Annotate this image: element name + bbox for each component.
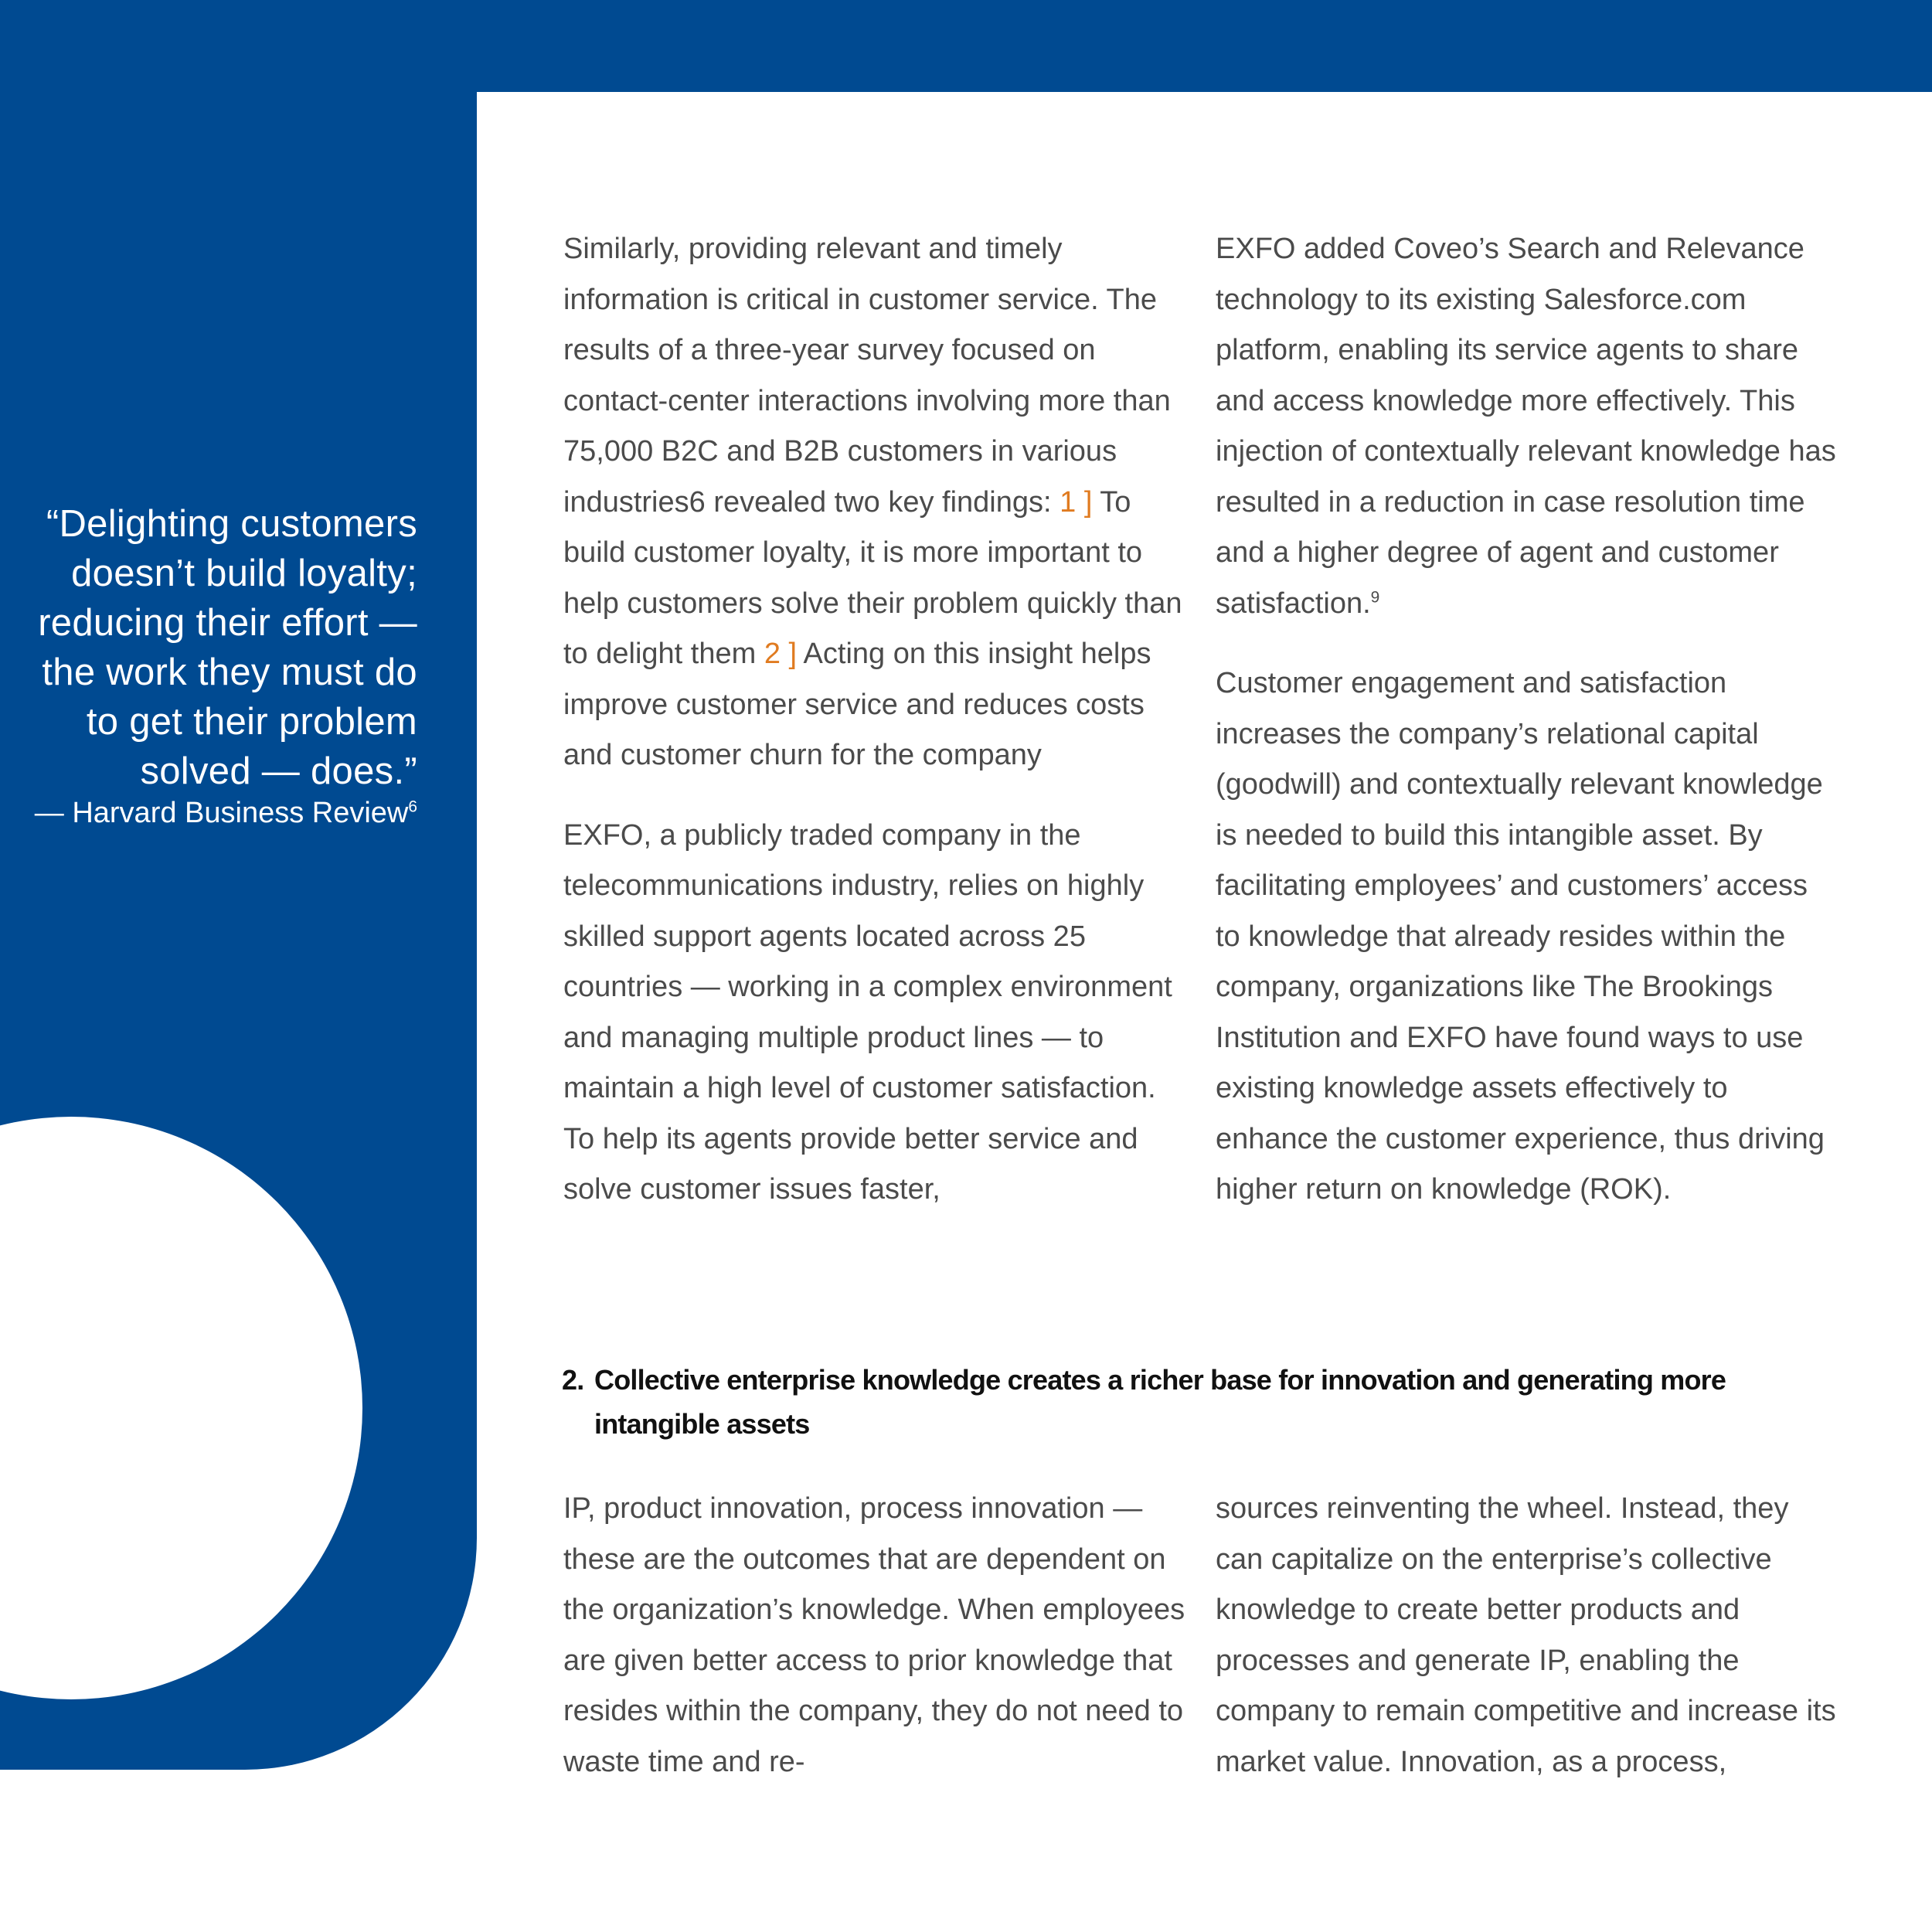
pull-quote-text: “Delighting customers doesn’t build loyalty; reducing their effort — the work they must do to get their problem solved — does.”	[38, 503, 417, 792]
paragraph: IP, product innovation, process innovation — these are the outcomes that are dependent on the organization’s knowledge. When employees are given better access to prior knowledge that resides within the company, they do not need to waste time and re-	[563, 1492, 1185, 1778]
paragraph: EXFO, a publicly traded company in the telecommunications industry, relies on highly skilled support agents located across 25 countries — working in a complex environment and managing multiple product lines — to maintain a high level of customer satisfaction. To help its agents provide better service and solve customer issues faster,	[563, 818, 1172, 1206]
pull-quote-source-name: — Harvard Business Review	[34, 797, 409, 829]
section2-column-left	[563, 1484, 1189, 1787]
paragraph: sources reinventing the wheel. Instead, they can capitalize on the enterprise’s collective knowledge to create better products and processes and generate IP, enabling the company to remain competitive and increase its market value. Innovation, as a process,	[1216, 1492, 1836, 1778]
paragraph	[1216, 224, 1838, 629]
paragraph	[563, 224, 1189, 781]
section-heading	[562, 1358, 1845, 1446]
text-run: Acting on this insight helps improve customer service and reduces costs and customer churn for the company	[563, 638, 1151, 771]
body-column-left	[563, 224, 1189, 1216]
pull-quote-source	[15, 794, 417, 832]
pull-quote	[15, 499, 417, 832]
paragraph: Customer engagement and satisfaction increases the company’s relational capital (goodwill) and contextually relevant knowledge is needed to build this intangible asset. By facilitating employees’ and customers’ access to knowledge that already resides within the company, organizations like The Brookings Institution and EXFO have found ways to use existing knowledge assets effectively to enhance the customer experience, thus driving higher return on knowledge (ROK).	[1216, 667, 1825, 1206]
finding-marker: 1 ]	[1060, 485, 1093, 519]
section-number: 2.	[562, 1364, 584, 1396]
text-run: EXFO added Coveo’s Search and Relevance technology to its existing Salesforce.com platform, enabling its service agents to share and access knowledge more effectively. This injection of contextually relevant knowledge has resulted in a reduction in case resolution time and a higher degree of agent and customer satisfaction.	[1216, 233, 1836, 620]
footnote-ref: 6	[408, 798, 417, 816]
text-run: Similarly, providing relevant and timely information is critical in customer service. The results of a three-year survey focused on contact-center interactions involving more than 75,000 B2C and B2B customers in various industries6 revealed two key findings:	[563, 233, 1171, 519]
text-run: To build customer loyalty, it is more important to help customers solve their problem quickly than to delight them	[563, 485, 1182, 670]
body-column-right	[1216, 224, 1838, 1216]
footnote-ref: 9	[1370, 587, 1380, 606]
finding-marker: 2 ]	[764, 638, 798, 670]
section-heading-text: Collective enterprise knowledge creates a richer base for innovation and generating more intangible assets	[594, 1364, 1726, 1440]
section2-column-right	[1216, 1484, 1838, 1787]
